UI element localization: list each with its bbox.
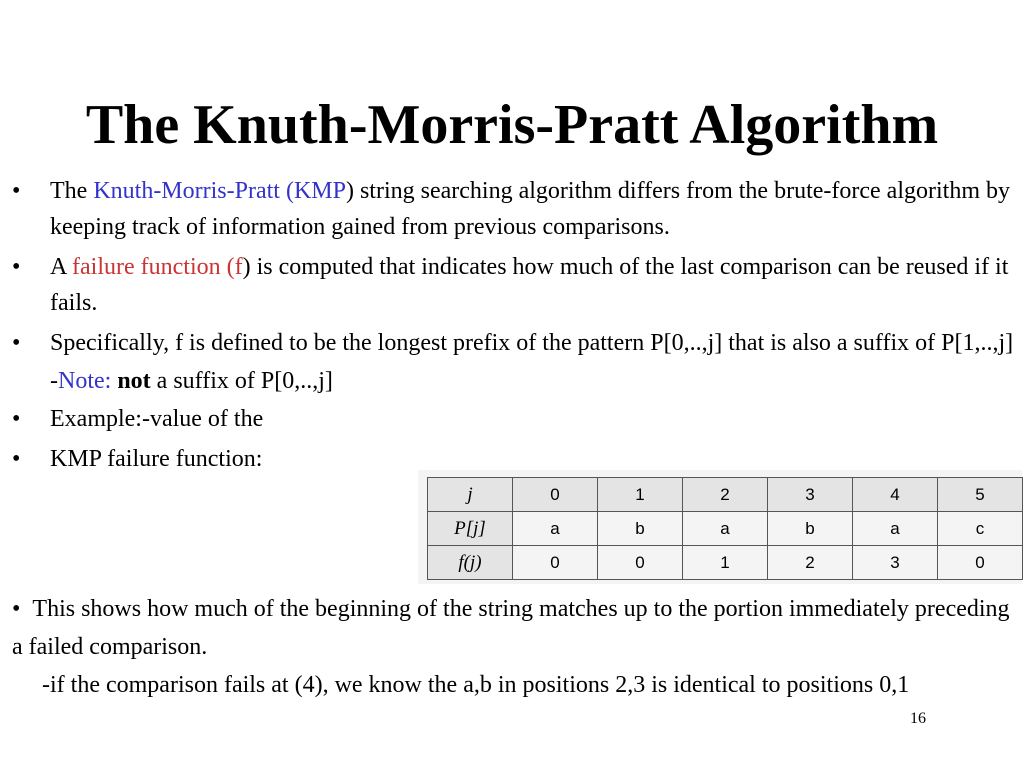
table-cell: 5 xyxy=(938,478,1023,512)
page-number: 16 xyxy=(910,710,926,727)
table-cell: 3 xyxy=(853,546,938,580)
bullet-failure-function xyxy=(12,249,1017,321)
table-row-p xyxy=(428,512,1023,546)
bullet-text-post: ) is computed that indicates how much of the last comparison can be reused if it fails. xyxy=(50,254,1009,316)
note-rest: a suffix of P[0,..,j] xyxy=(150,368,333,394)
bullet-dot: • xyxy=(12,406,21,432)
table-cell: a xyxy=(853,512,938,546)
bullet-dot: • xyxy=(12,596,33,622)
bullet-dot: • xyxy=(12,254,21,280)
bullet-shows xyxy=(12,590,1017,666)
bullet-text-pre: The xyxy=(50,178,94,204)
kmp-highlight: Knuth-Morris-Pratt (KMP xyxy=(93,178,346,204)
slide-title: The Knuth-Morris-Pratt Algorithm xyxy=(85,94,939,156)
table-cell: 0 xyxy=(513,478,598,512)
sub-note-text: -if the comparison fails at (4), we know the a,b in positions 2,3 is identical to positions 0,1 xyxy=(42,672,910,698)
table-cell: 4 xyxy=(853,478,938,512)
table-cell: P[j] xyxy=(428,512,513,546)
note-dash: - xyxy=(50,368,58,394)
table-cell: 1 xyxy=(683,546,768,580)
lower-text xyxy=(12,590,1017,704)
table-cell: 3 xyxy=(768,478,853,512)
bullet-dot: • xyxy=(12,330,21,356)
bullet-list xyxy=(12,173,1017,477)
bullet-text-post: ) string searching algorithm differs from the brute-force algorithm by keeping track of information gained from previous comparisons. xyxy=(50,178,1010,240)
table-cell: c xyxy=(938,512,1023,546)
table-cell: 1 xyxy=(598,478,683,512)
bullet-kmp-intro xyxy=(12,173,1017,245)
table-cell: a xyxy=(683,512,768,546)
table-cell: b xyxy=(598,512,683,546)
failure-function-highlight: failure function (f xyxy=(72,254,243,280)
table-cell: b xyxy=(768,512,853,546)
bullet-definition xyxy=(12,325,1017,361)
table-row-j xyxy=(428,478,1023,512)
bullet-dot: • xyxy=(12,446,21,472)
failure-function-table xyxy=(427,477,1023,580)
bullet-dot: • xyxy=(12,178,21,204)
table-cell: 0 xyxy=(598,546,683,580)
bullet-text-pre: A xyxy=(50,254,73,280)
table-cell: 2 xyxy=(768,546,853,580)
sub-note xyxy=(12,666,1017,704)
bullet-text: KMP failure function: xyxy=(50,446,263,472)
note-line xyxy=(12,363,1017,399)
table-cell: 0 xyxy=(938,546,1023,580)
table-cell: f(j) xyxy=(428,546,513,580)
note-label: Note: xyxy=(58,368,118,394)
bullet-text: Specifically, f is defined to be the longest prefix of the pattern P[0,..,j] that is also a suffix of P[1,..,j] xyxy=(50,330,1014,356)
table-cell: j xyxy=(428,478,513,512)
bullet-text: This shows how much of the beginning of the string matches up to the portion immediately preceding a failed comparison. xyxy=(12,596,1010,660)
table-cell: 2 xyxy=(683,478,768,512)
table-row-f xyxy=(428,546,1023,580)
table-cell: a xyxy=(513,512,598,546)
note-bold: not xyxy=(117,368,151,394)
table-cell: 0 xyxy=(513,546,598,580)
bullet-text: Example:-value of the xyxy=(50,406,264,432)
bullet-example xyxy=(12,401,1017,437)
